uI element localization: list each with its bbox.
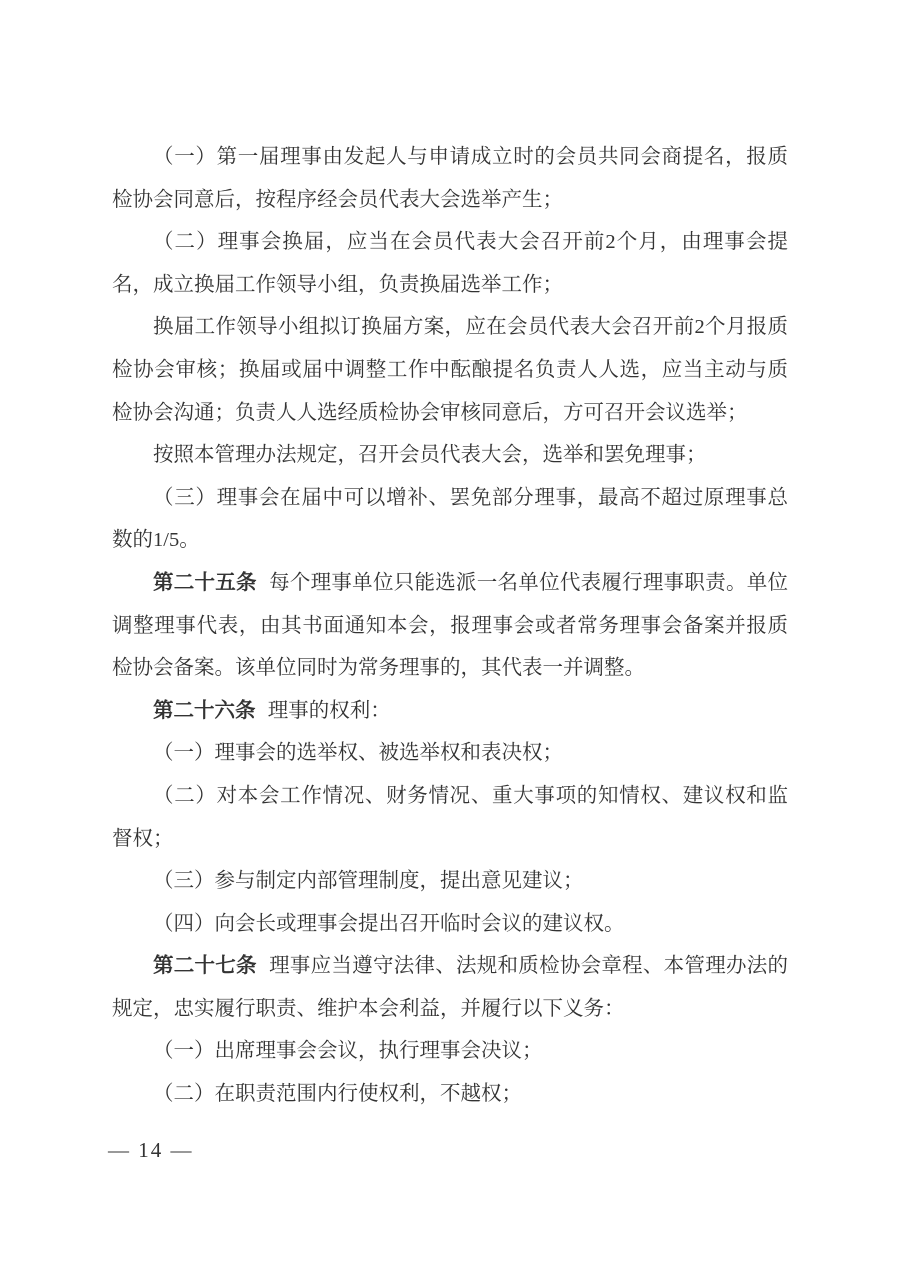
paragraph-text: （一）第一届理事由发起人与申请成立时的会员共同会商提名，报质检协会同意后，按程序经会员代表大会选举产生； (112, 146, 788, 211)
document-paragraph (112, 306, 788, 434)
clause-number: 第二十七条 (153, 955, 257, 978)
document-paragraph (112, 732, 788, 775)
document-body (112, 136, 788, 1116)
document-paragraph (112, 860, 788, 903)
clause-paragraph (112, 690, 788, 733)
document-paragraph (112, 221, 788, 306)
paragraph-text: （二）对本会工作情况、财务情况、重大事项的知情权、建议权和监督权； (112, 784, 788, 850)
clause-number: 第二十六条 (153, 699, 256, 722)
paragraph-text: （二）理事会换届，应当在会员代表大会召开前2个月，由理事会提名，成立换届工作领导小组，负责换届选举工作； (112, 231, 788, 296)
paragraph-text: 理事应当遵守法律、法规和质检协会章程、本管理办法的规定，忠实履行职责、维护本会利益，并履行以下义务： (112, 955, 788, 1020)
paragraph-text: （一）出席理事会会议，执行理事会决议； (153, 1040, 543, 1063)
paragraph-text: （三）理事会在届中可以增补、罢免部分理事，最高不超过原理事总数的1/5。 (112, 486, 788, 552)
document-paragraph (112, 434, 788, 477)
paragraph-text: （二）在职责范围内行使权利，不越权； (153, 1083, 522, 1106)
document-paragraph (112, 477, 788, 562)
paragraph-text: 理事的权利： (267, 699, 391, 722)
paragraph-text: （一）理事会的选举权、被选举权和表决权； (153, 742, 563, 765)
document-paragraph (112, 1030, 788, 1073)
document-paragraph (112, 1073, 788, 1116)
paragraph-text: 按照本管理办法规定，召开会员代表大会，选举和罢免理事； (153, 444, 707, 467)
clause-paragraph (112, 945, 788, 1030)
document-paragraph (112, 136, 788, 221)
clause-number: 第二十五条 (153, 571, 257, 594)
document-paragraph (112, 775, 788, 860)
paragraph-text: （四）向会长或理事会提出召开临时会议的建议权。 (153, 912, 625, 935)
document-paragraph (112, 903, 788, 946)
paragraph-text: 每个理事单位只能选派一名单位代表履行理事职责。单位调整理事代表，由其书面通知本会，报理事会或者常务理事会备案并报质检协会备案。该单位同时为常务理事的，其代表一并调整。 (112, 571, 788, 680)
paragraph-text: 换届工作领导小组拟订换届方案，应在会员代表大会召开前2个月报质检协会审核；换届或届中调整工作中酝酿提名负责人人选，应当主动与质检协会沟通；负责人人选经质检协会审核同意后，方可召开会议选举； (112, 316, 788, 424)
paragraph-text: （三）参与制定内部管理制度，提出意见建议； (153, 870, 584, 893)
clause-paragraph (112, 562, 788, 690)
page-number: — 14 — (108, 1138, 194, 1162)
